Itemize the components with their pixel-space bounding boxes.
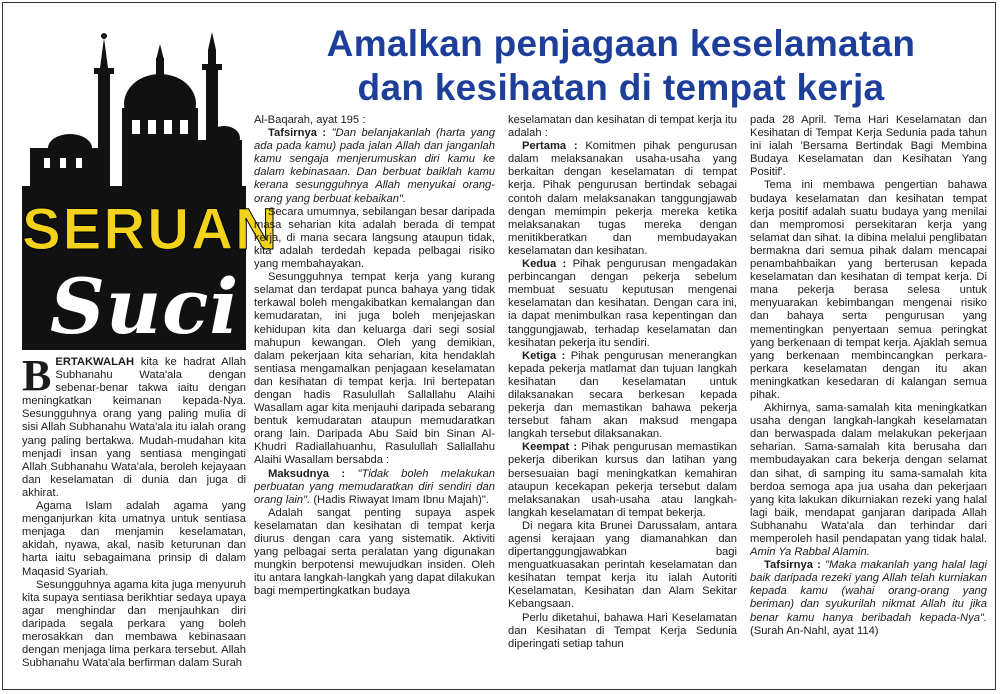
paragraph: Perlu diketahui, bahawa Hari Keselamatan dan Kesihatan di Tempat Kerja Sedunia diperingati setiap tahun <box>508 611 737 650</box>
logo-word-suci-block <box>22 262 246 351</box>
paragraph: Secara umumnya, sebilangan besar daripada masa seharian kita adalah berada di tempat kerja, di mana secara langsung ataupun tidak, kita adalah terdedah kepada pelbagai risiko yang membahayakan. <box>254 205 495 271</box>
keempat-label: Keempat : <box>522 441 578 454</box>
paragraph: Tema ini membawa pengertian bahawa budaya keselamatan dan kesihatan tempat kerja positif adalah suatu budaya yang menilai dan mempromosi persekitaran kerja yang selamat dan sihat. Ia dibina melalui penglibatan bermakna dari semua pihak dalam mencapai penambahbaikan yang berterusan kepada keselamatan dan kesihatan di tempat kerja. Di mana pekerja berasa selesa untuk menyuarakan kebimbangan mengenai risiko dan bahaya serta pengurusan yang mementingkan penyertaan semua peringkat yang berkenaan di tempat kerja. Ajaklah semua yang berkenaan membincangkan perkara-perkara keselamatan dengan itu akan meningkatkan kesedaran di kalangan semua pihak. <box>750 179 987 401</box>
pertama-label: Pertama : <box>522 140 578 153</box>
tafsir-text: "Maka makanlah yang halal lagi baik daripada rezeki yang Allah telah kurniakan kepada kamu (wahai orang-orang yang beriman) dan syukurilah nikmat Allah itu jika benar kamu hanya beribadah kepada-Nya". <box>750 559 987 624</box>
paragraph <box>508 140 737 258</box>
paragraph <box>22 351 246 500</box>
paragraph-text: Akhirnya, sama-samalah kita meningkatkan usaha dengan langkah-langkah keselamatan dan berwaspada dalam melakukan pekerjaan seharian. Sama-samalah kita berusaha dan membudayakan cara bekerja dengan selamat dan sihat, di samping itu sama-samalah kita berdoa semoga apa jua usaha dan pekerjaan yang kita lakukan dikurniakan rezeki yang halal lagi baik, mendapat ganjaran daripada Allah Subhanahu Wata'ala dan terhindar dari memperoleh hasil pendapatan yang tidak halal. <box>750 402 987 545</box>
paragraph: Al-Baqarah, ayat 195 : <box>254 114 366 126</box>
tafsir-label: Tafsirnya : <box>764 559 821 572</box>
paragraph <box>254 468 495 507</box>
text-column-4 <box>750 114 987 638</box>
closing-prayer: Amin Ya Rabbal Alamin. <box>750 546 870 559</box>
paragraph <box>750 402 987 559</box>
maksud-label: Maksudnya : <box>268 467 346 480</box>
text-column-3 <box>508 114 737 651</box>
keempat-text: Pihak pengurusan memastikan pekerja diberikan kursus dan latihan yang bersesuaian bagi meningkatkan kemahiran ataupun kecekapan pekerja tersebut dalam melaksanakan usah-usaha atau langkah-langkah keselamatan di tempat bekerja. <box>508 441 737 519</box>
tafsir-tail: (Surah An-Nahl, ayat 114) <box>750 624 879 637</box>
text-column-1 <box>22 351 246 670</box>
paragraph <box>508 258 737 350</box>
paragraph: keselamatan dan kesihatan di tempat kerja itu adalah : <box>508 114 737 140</box>
ketiga-text: Pihak pengurusan menerangkan kepada pekerja matlamat dan tujuan langkah kesihatan dan keselamatan untuk dilaksanakan secara berkesan kepada pekerja dan memastikan bahawa pekerja tersebut faham akan maksud mengapa langkah tersebut dilaksanakan. <box>508 349 737 441</box>
text-column-2 <box>254 114 495 598</box>
pertama-text: Komitmen pihak pengurusan dalam melaksanakan usaha-usaha yang berkaitan dengan keselamatan di tempat kerja. Pihak pengurusan bertindak sebagai contoh dalam melaksanakan tanggungjawab dengan memimpin pekerja mereka ketika melaksanakan tugas mereka dengan menitikberatkan dan membudayakan keselamatan dan kesihatan. <box>508 140 737 257</box>
seruan-suci-logo <box>10 8 279 351</box>
tafsir-text: "Dan belanjakanlah (harta yang ada pada kamu) pada jalan Allah dan janganlah kamu sengaja menjerumuskan diri kamu ke dalam kebinasaan. Dan berbuat baiklah kamu kerana sesungguhnya Allah menyukai orang-orang yang berbuat kebaikan". <box>254 127 495 205</box>
paragraph: Sesungguhnya agama kita juga menyuruh kita supaya sentiasa berikhtiar sedaya upaya agar menghindar dan menjauhkan diri daripada segala perkara yang boleh merosakkan dan membawa kebinasaan dengan menjaga lima perkara tersebut. Allah Subhanahu Wata'ala berfirman dalam Surah <box>22 578 246 670</box>
paragraph: Sesungguhnya tempat kerja yang kurang selamat dan terdapat punca bahaya yang tidak terkawal boleh mengakibatkan kemalangan dan kemudaratan, ini juga boleh menjejaskan kehidupan kita dan keluarga dari segi sosial mahupun kewangan. Oleh yang demikian, dalam pekerjaan kita seharian, kita hendaklah sentiasa mengamalkan penjagaan keselamatan dan kesihatan di tempat kerja. Ini bertepatan dengan hadis Rasulullah Sallallahu Alaihi Wasallam agar kita menjauhi daripada sebarang bentuk kemudaratan ataupun memudaratkan orang lain. Daripada Abu Said bin Sinan Al-Khudri Radiallahuanhu, Rasulullah Sallallahu Alaihi Wasallam bersabda : <box>254 271 495 467</box>
paragraph: Agama Islam adalah agama yang menganjurkan kita umatnya untuk sentiasa menjaga dan menjamin keselamatan, akidah, nyawa, akal, nasib keturunan dan harta iaitu sebagaimana prinsip di dalam Maqasid Syariah. <box>22 500 246 578</box>
headline-line-1: Amalkan penjagaan keselamatan <box>326 23 916 64</box>
lead-word: ERTAKWALAH <box>55 356 135 368</box>
maksud-tail: (Hadis Riwayat Imam Ibnu Majah)". <box>310 493 489 506</box>
mosque-silhouette-icon <box>10 8 246 198</box>
maksud-text: "Tidak boleh melakukan perbuatan yang memudaratkan diri sendiri dan orang lain". <box>254 467 496 506</box>
paragraph: pada 28 April. Tema Hari Keselamatan dan Kesihatan di Tempat Kerja Sedunia pada tahun ini ialah 'Bersama Bertindak Bagi Membina Budaya Keselamatan dan Kesihatan Yang Positif'. <box>750 114 987 179</box>
article-headline <box>256 22 986 110</box>
tafsir-label: Tafsirnya : <box>268 127 327 140</box>
headline-line-2: dan kesihatan di tempat kerja <box>357 67 885 108</box>
paragraph <box>508 350 737 442</box>
paragraph: Di negara kita Brunei Darussalam, antara agensi kerajaan yang diamanahkan dan dipertanggungjawabkan bagi menguatkuasakan perintah keselamatan dan kesihatan tempat kerja itu ialah Autoriti Keselamatan, Kesihatan dan Alam Sekitar Kebangsaan. <box>508 519 737 611</box>
paragraph <box>254 127 495 206</box>
kedua-text: Pihak pengurusan mengadakan perbincangan dengan pekerja sebelum membuat sesuatu keputusan mengenai keselamatan dan kesihatan. Dengan cara ini, ia dapat menimbulkan rasa kepentingan dan tanggungjawab, terhadap keselamatan dan kesihatan pekerja itu sendiri. <box>508 258 737 349</box>
kedua-label: Kedua : <box>522 258 567 271</box>
logo-word-seruan: SERUAN <box>22 194 246 266</box>
paragraph <box>750 559 987 638</box>
paragraph: Adalah sangat penting supaya aspek keselamatan dan kesihatan di tempat kerja diurus dengan cara yang sistematik. Aktiviti yang pelbagai serta peralatan yang digunakan mungkin berpotensi mewujudkan insiden. Oleh itu antara langkah-langkah yang dapat dilakukan bagi mempertingkatkan budaya <box>254 506 495 598</box>
drop-cap: B <box>22 351 52 400</box>
logo-word-suci: Suci <box>50 262 240 351</box>
ketiga-label: Ketiga : <box>522 349 566 362</box>
paragraph <box>508 441 737 520</box>
paragraph-text: kita ke hadrat Allah Subhanahu Wata'ala dengan sebenar-benar takwa iaitu dengan meningkatkan keimanan kepada-Nya. Sesungguhnya orang yang paling mulia di sisi Allah Subhanahu Wata'ala itu ialah orang yang paling bertakwa. Mudah-mudahan kita menjadi insan yang sentiasa mengingati Allah Subhanahu Wata'ala, beroleh kejayaan dan keselamatan di dunia dan juga di akhirat. <box>22 356 246 499</box>
